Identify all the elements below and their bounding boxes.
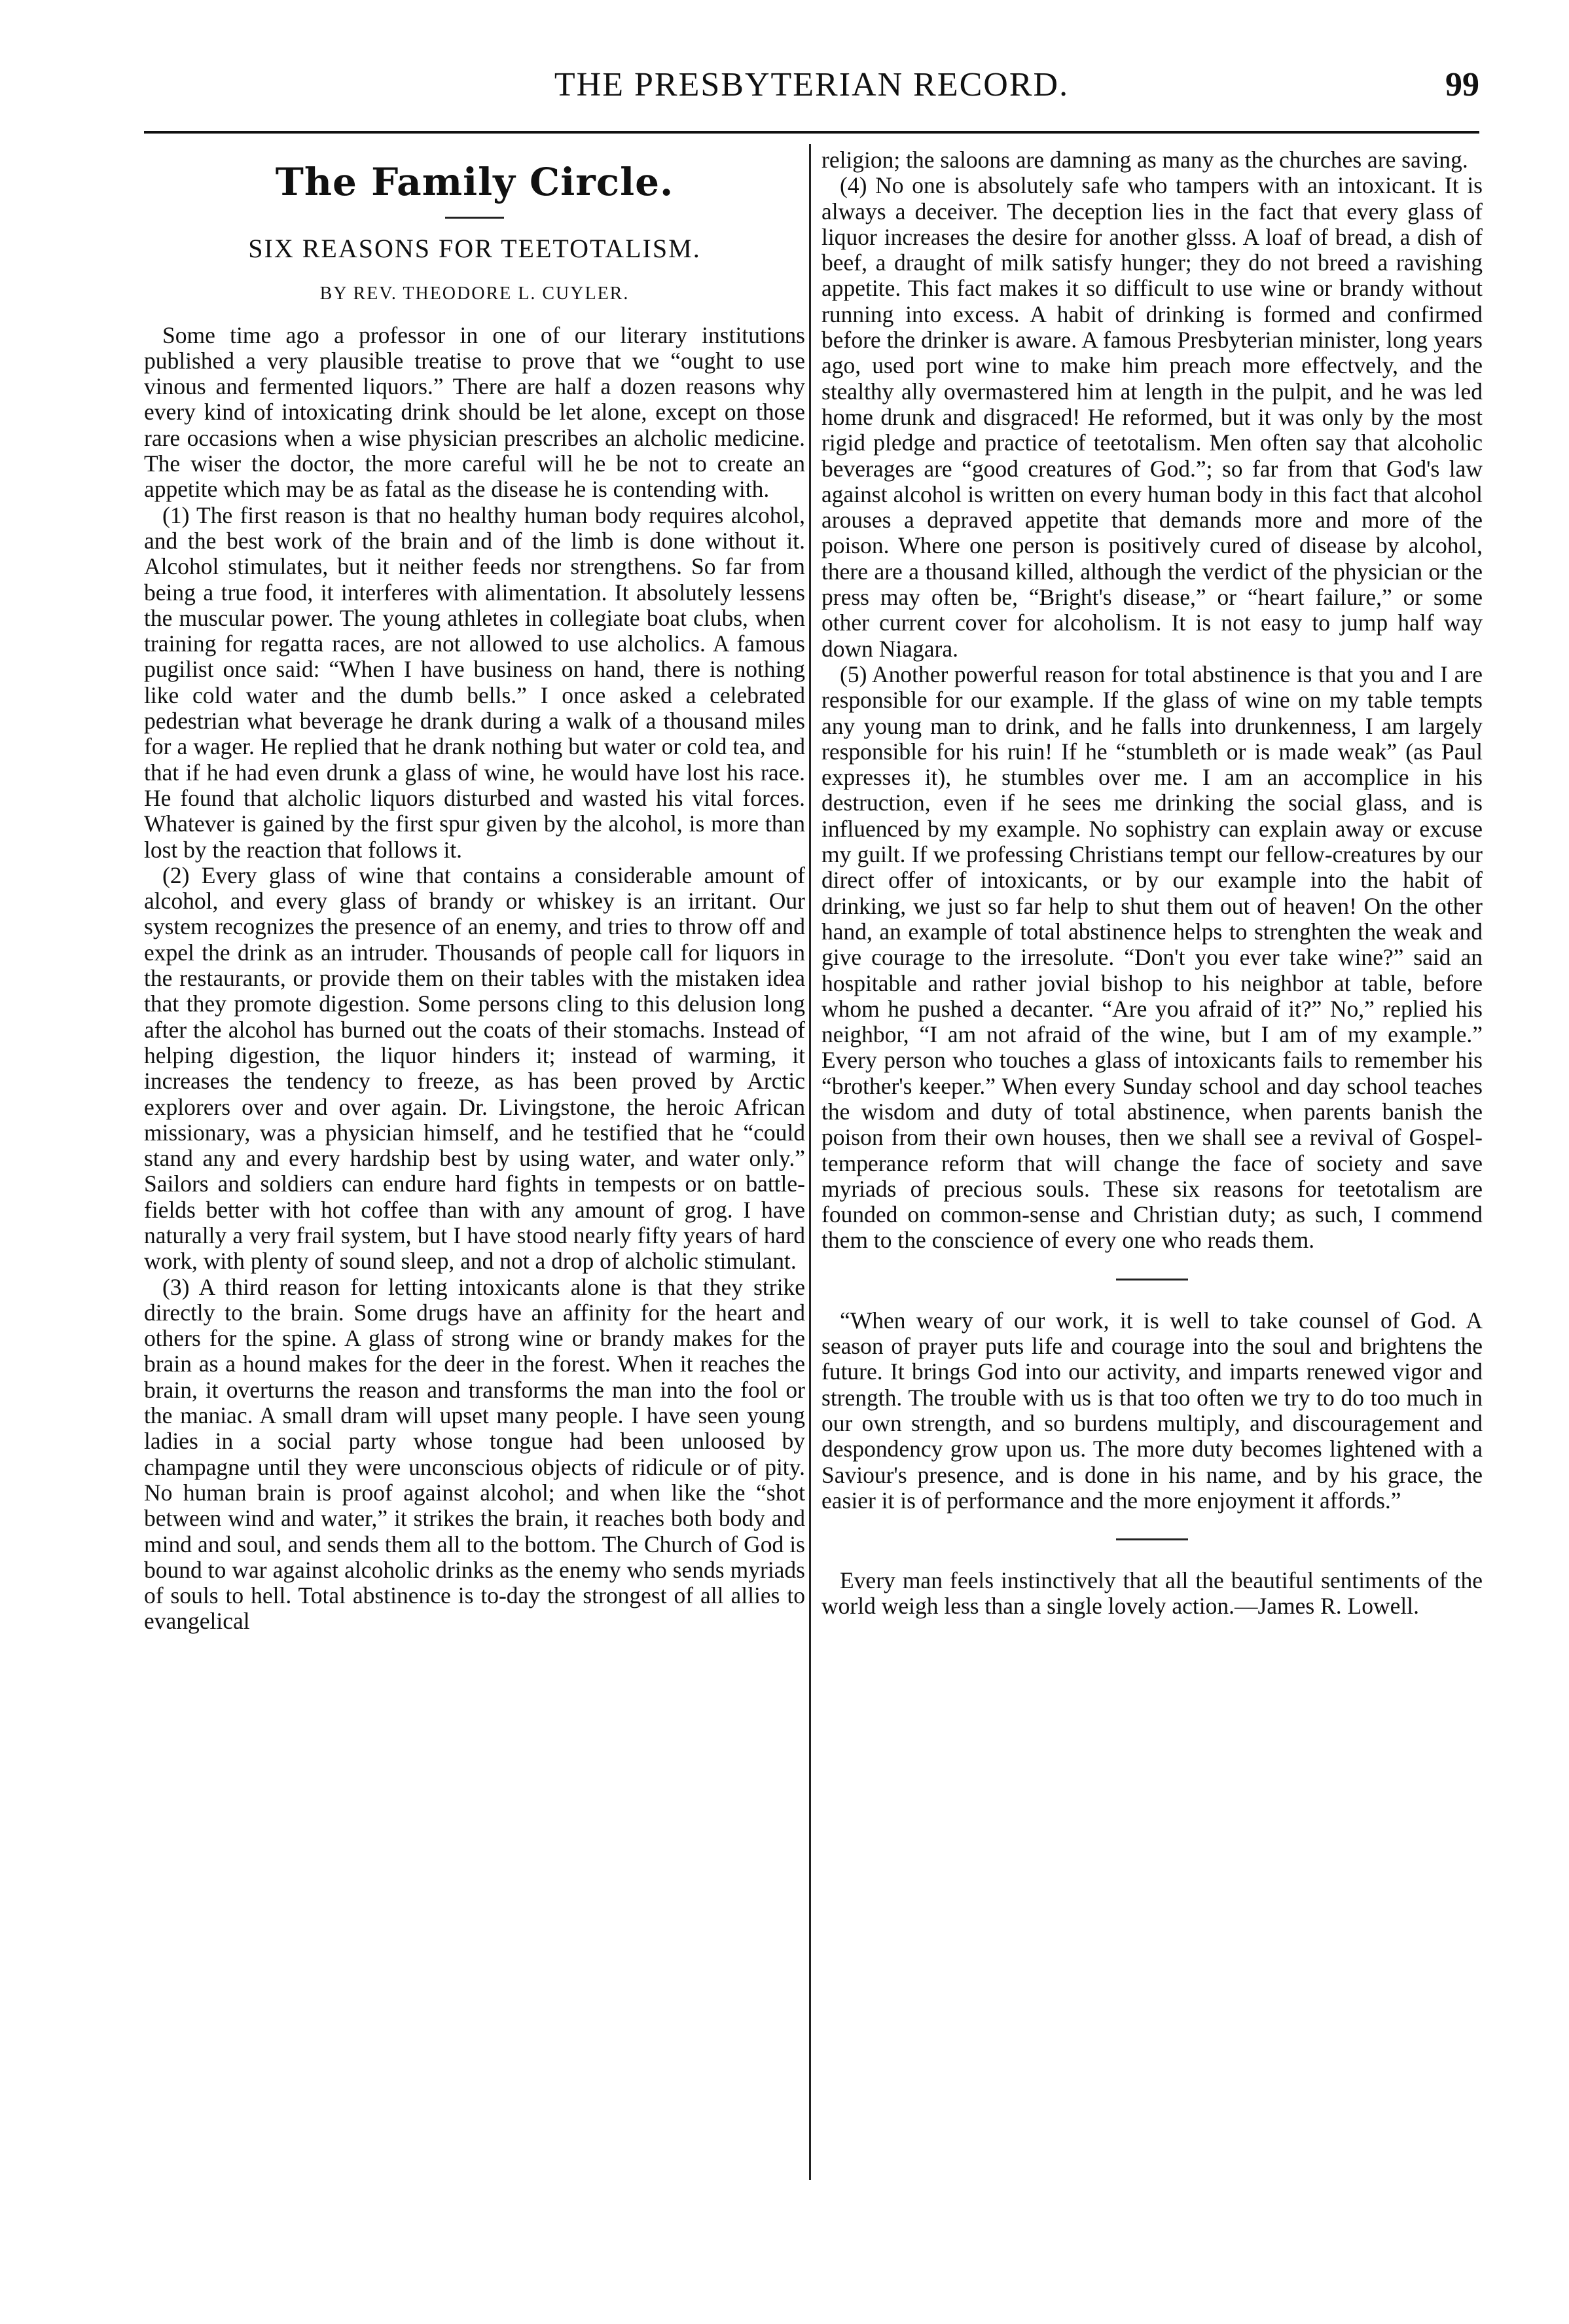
- article-paragraph: (4) No one is absolutely safe who tampers with an intoxicant. It is always a deceiver. The deception lies in the fact that every glass of liquor increases the desire for another glsss. A loaf of bread, a dish of beef, a draught of milk satisfy hunger; they do not breed a ravishing appetite. This fact makes it so difficult to use wine or brandy without running into excess. A habit of drinking is formed and confirmed before the drinker is aware. A famous Presbyterian minister, long years ago, used port wine to make him preach more effectvely, and the stealthy ally overmastered him at length in the pulpit, and he was led home drunk and disgraced! He reformed, but it was only by the most rigid pledge and practice of teetotalism. Men often say that alcoholic beverages are “good creatures of God.”; so far from that God's law against alcohol is written on every human body in this fact that alcohol arouses a depraved appetite that demands more and more of the poison. Where one person is positively cured of disease by alcohol, there are a thousand killed, although the verdict of the physician or the press may often be, “Bright's disease,” or “heart failure,” or some other current cover for alcoholism. It is not easy to jump half way down Niagara.: [821, 172, 1483, 662]
- article-byline: BY REV. THEODORE L. CUYLER.: [319, 283, 630, 304]
- article-paragraph: (1) The first reason is that no healthy human body requires alcohol, and the best work of the brain and of the limb is done without it. Alcohol stimulates, but it neither feeds nor strengthens. So far from being a true food, it interferes with alimentation. It absolutely lessens the muscular power. The young athletes in collegiate boat clubs, when training for regatta races, are not allowed to use alcholics. A famous pugilist once said: “When I have business on hand, there is nothing like cold water and the dumb bells.” I once asked a celebrated pedestrian what beverage he drank during a walk of a thousand miles for a wager. He replied that he drank nothing but water or cold tea, and that if he had even drunk a glass of wine, he would have lost his race. He found that alcholic liquors disturbed and wasted his vital forces. Whatever is gained by the first spur given by the alcohol, is more than lost by the reaction that follows it.: [144, 501, 805, 863]
- right-column: [821, 147, 1483, 1620]
- header-rule: [144, 131, 1479, 134]
- column-divider: [809, 144, 811, 2180]
- quote-paragraph: Every man feels instinctively that all the beautiful sentiments of the world weigh less than a single lovely action.—James R. Lowell.: [821, 1567, 1483, 1620]
- section-divider: [1116, 1538, 1188, 1540]
- running-head: [144, 65, 1479, 111]
- page-number: 99: [1445, 66, 1479, 103]
- running-title: THE PRESBYTERIAN RECORD.: [554, 66, 1070, 103]
- article-paragraph: religion; the saloons are damning as many as the churches are saving.: [821, 147, 1468, 173]
- article-title: SIX REASONS FOR TEETOTALISM.: [248, 234, 701, 263]
- quote-block: [821, 1568, 1483, 1620]
- quote-paragraph: “When weary of our work, it is well to take counsel of God. A season of prayer puts life and courage into the soul and brightens the future. It brings God into our activity, and imparts renewed vigor and strength. The trouble with us is that too often we try to do too much in our own strength, and so burdens multiply, and discouragement and despondency grow upon us. The more duty becomes lightened with a Saviour's presence, and is done in his name, and by his grace, the easier it is of performance and the more enjoyment it affords.”: [821, 1307, 1483, 1514]
- quote-block: [821, 1308, 1483, 1514]
- article-paragraph: (3) A third reason for letting intoxicants alone is that they strike directly to the brain. Some drugs have an affinity for the heart and others for the spine. A glass of strong wine or brandy makes for the brain as a hound makes for the deer in the forest. When it reaches the brain, it overturns the reason and transforms the man into the fool or the maniac. A small dram will upset many people. I have seen young ladies in a social party whose tongue had been unloosed by champagne until they were unconscious objects of ridicule or of pity. No human brain is proof against alcohol; and when like the “shot between wind and water,” it strikes the brain, it reaches both body and mind and soul, and sends them all to the bottom. The Church of God is bound to war against alcoholic drinks as the enemy who sends myriads of souls to hell. Total abstinence is to-day the strongest of all allies to evangelical: [144, 1273, 805, 1635]
- section-divider: [1116, 1279, 1188, 1280]
- left-column: [144, 147, 805, 1635]
- section-title: The Family Circle.: [275, 160, 674, 204]
- article-paragraph: Some time ago a professor in one of our literary institutions published a very plausible treatise to prove that we “ought to use vinous and fermented liquors.” There are half a dozen reasons why every kind of intoxicating drink should be let alone, except on those rare occasions when a wise physician prescribes an alcholic medicine. The wiser the doctor, the more careful will he be not to create an appetite which may be as fatal as the disease he is contending with.: [144, 321, 805, 503]
- article-paragraph: (5) Another powerful reason for total abstinence is that you and I are responsible for our example. If the glass of wine on my table tempts any young man to drink, and he falls into drunkenness, I am largely responsible for his ruin! If he “stumbleth or is made weak” (as Paul expresses it), he stumbles over me. I am an accomplice in his destruction, even if he sees me drinking the social glass, and is influenced by my example. No sophistry can explain away or excuse my guilt. If we professing Christians tempt our fellow-creatures by our direct offer of intoxicants, or by our example into the habit of drinking, we just so far help to shut them out of heaven! On the other hand, an example of total abstinence helps to strenghten the weak and give courage to the irresolute. “Don't you ever take wine?” said an hospitable and rather jovial bishop to his neighbor at table, before whom he pushed a decanter. “Are you afraid of it?” No,” replied his neighbor, “I am not afraid of the wine, but I am of my example.” Every person who touches a glass of intoxicants fails to remember his “brother's keeper.” When every Sunday school and day school teaches the wisdom and duty of total abstinence, when parents banish the poison from their own houses, then we shall see a revival of Gospel-temperance reform that will change the face of society and save myriads of precious souls. These six reasons for teetotalism are founded on common-sense and Christian duty; as such, I commend them to the conscience of every one who reads them.: [821, 661, 1483, 1254]
- article-paragraph: (2) Every glass of wine that contains a considerable amount of alcohol, and every glass of brandy or whiskey is an irritant. Our system recognizes the presence of an enemy, and tries to throw off and expel the drink as an intruder. Thousands of people call for liquors in the restaurants, or provide them on their tables with the mistaken idea that they promote digestion. Some persons cling to this delusion long after the alcohol has burned out the coats of their stomachs. Instead of helping digestion, the liquor hinders it; instead of warming, it increases the tendency to freeze, as has been proved by Arctic explorers over and over again. Dr. Livingstone, the heroic African missionary, was a physician himself, and he testified that he “could stand any and every hardship best by using water, and water only.” Sailors and soldiers can endure hard fights in tempests or on battle-fields better with hot coffee than with any amount of grog. I have naturally a very frail system, but I have stood nearly fifty years of hard work, with plenty of sound sleep, and not a drop of alcholic stimulant.: [144, 862, 805, 1275]
- title-divider: [445, 217, 504, 219]
